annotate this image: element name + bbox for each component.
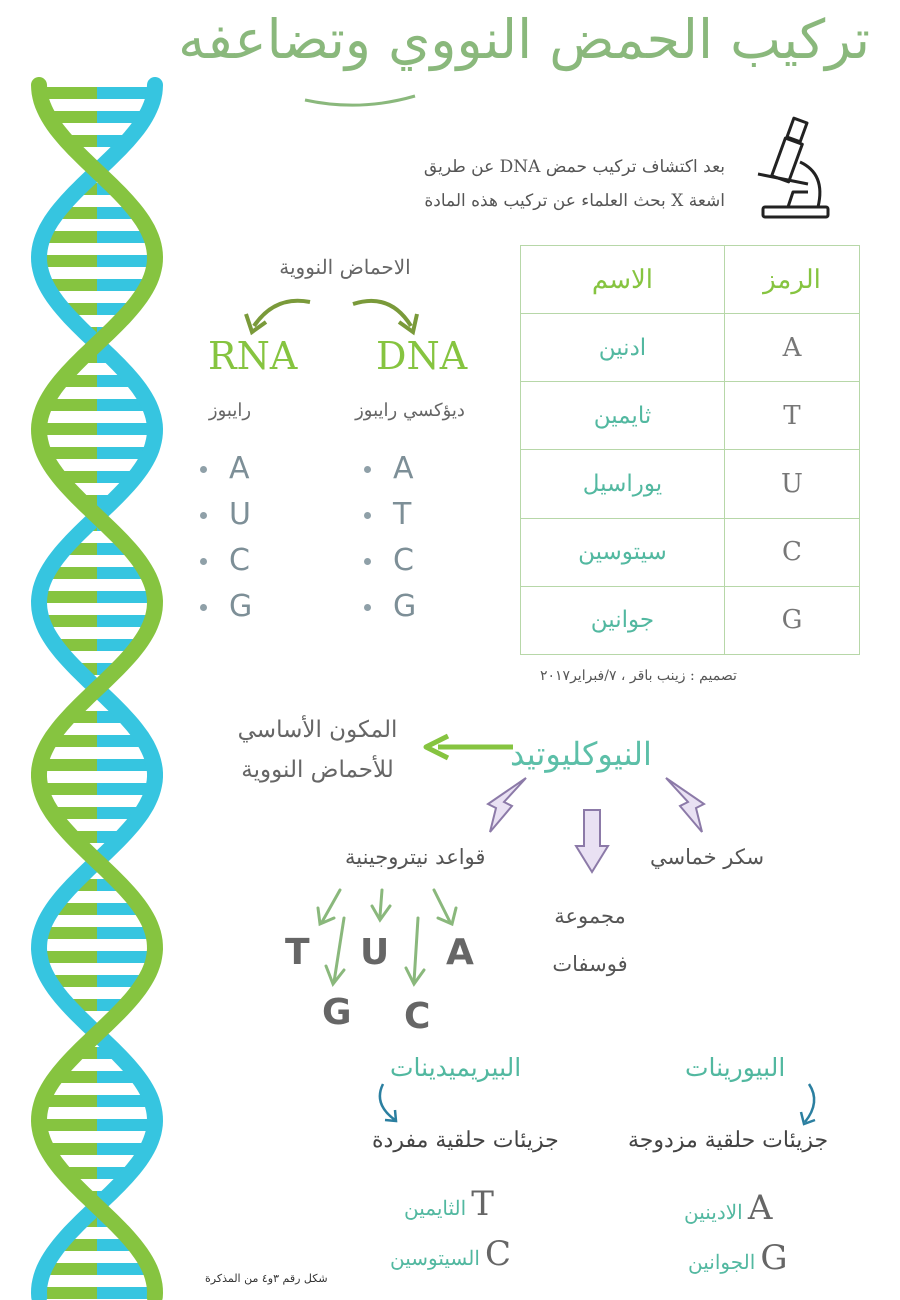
pyrimidine-item-name: الثايمين: [404, 1196, 467, 1220]
table-row: [521, 518, 860, 586]
rna-sugar: رايبوز: [208, 400, 252, 421]
dna-bases-list: [364, 446, 416, 630]
table-cell-symbol: U: [724, 450, 859, 518]
table-header-name: الاسم: [521, 246, 725, 314]
title-underline: [300, 90, 420, 110]
arrow-to-rna-icon: [240, 290, 320, 340]
phosphate-group-label: [545, 892, 635, 988]
page-title: تركيب الحمض النووي وتضاعفه: [178, 8, 870, 71]
list-item: C: [200, 538, 252, 584]
helix-rung: [45, 399, 149, 411]
bullet-icon: [364, 466, 371, 473]
purine-item-name: الادينين: [684, 1200, 743, 1224]
helix-rung: [53, 903, 142, 915]
intro-line-1: بعد اكتشاف تركيب حمض DNA عن طريق: [423, 157, 725, 177]
microscope-icon: [748, 112, 838, 232]
pentose-sugar-label: سكر خماسي: [650, 845, 765, 869]
pyrimidine-item-thymine: [404, 1184, 494, 1224]
helix-rung: [39, 1119, 155, 1131]
base-letter-c: C: [404, 996, 431, 1037]
list-item: A: [364, 446, 416, 492]
table-cell-symbol: T: [724, 382, 859, 450]
basic-component-line-2: للأحماض النووية: [241, 757, 394, 783]
helix-rung: [39, 591, 154, 603]
pyrimidines-curve-arrow-icon: [373, 1082, 407, 1128]
bullet-icon: [364, 558, 371, 565]
nucleic-acids-heading: الاحماض النووية: [279, 255, 411, 279]
dna-sugar: ديؤكسي رايبوز: [355, 400, 465, 421]
pyrimidine-item-letter: T: [471, 1184, 494, 1224]
base-letter-t: T: [285, 932, 310, 973]
bullet-icon: [200, 558, 207, 565]
basic-component-line-1: المكون الأساسي: [237, 717, 398, 743]
table-row: [521, 586, 860, 654]
figure-note: شكل رقم ٣و٤ من المذكرة: [205, 1272, 328, 1285]
helix-rung: [46, 279, 148, 291]
helix-rung: [40, 951, 154, 963]
bullet-icon: [200, 466, 207, 473]
basic-component-text: [215, 710, 420, 790]
design-credit: تصميم : زينب باقر ، ٧/فبراير٢٠١٧: [540, 668, 737, 684]
purines-title: البيورينات: [685, 1053, 786, 1082]
base-letter-a: A: [446, 932, 474, 973]
purine-item-letter: G: [760, 1238, 788, 1278]
pyrimidines-description: جزيئات حلقية مفردة: [372, 1128, 559, 1153]
helix-rung: [47, 1143, 147, 1155]
bullet-icon: [200, 604, 207, 611]
table-cell-name: ثايمين: [521, 382, 725, 450]
table-cell-name: يوراسيل: [521, 450, 725, 518]
arrow-to-bases-icon: [478, 772, 538, 842]
dna-label: DNA: [376, 334, 468, 378]
rna-bases-list: [200, 446, 252, 630]
rna-label: RNA: [208, 334, 298, 378]
phosphate-line-2: فوسفات: [552, 952, 628, 976]
table-row: [521, 450, 860, 518]
intro-line-2: اشعة X بحث العلماء عن تركيب هذه المادة: [424, 191, 725, 211]
helix-rung: [42, 1095, 151, 1107]
base-letter-g: G: [322, 992, 352, 1033]
helix-rung: [49, 111, 146, 123]
bases-table: [520, 245, 860, 655]
helix-rung: [49, 975, 144, 987]
table-header-row: [521, 246, 860, 314]
arrow-to-phosphate-icon: [572, 806, 612, 876]
table-cell-name: سيتوسين: [521, 518, 725, 586]
helix-rung: [39, 423, 155, 435]
bullet-icon: [364, 512, 371, 519]
helix-rung: [40, 87, 155, 99]
base-letter-u: U: [360, 932, 390, 973]
table-cell-name: جوانين: [521, 586, 725, 654]
purine-item-guanine: [688, 1238, 788, 1278]
table-cell-symbol: C: [724, 518, 859, 586]
table-cell-symbol: A: [724, 314, 859, 382]
arrow-to-sugar-icon: [656, 772, 716, 842]
list-item: C: [364, 538, 416, 584]
list-item: G: [364, 584, 416, 630]
pyrimidine-item-name: السيتوسين: [390, 1246, 480, 1270]
helix-rung: [50, 735, 144, 747]
helix-rung: [42, 615, 151, 627]
helix-rung: [40, 759, 154, 771]
pyrimidine-item-letter: C: [485, 1234, 512, 1274]
table-cell-name: ادنين: [521, 314, 725, 382]
table-header-symbol: الرمز: [724, 246, 859, 314]
helix-rung: [44, 447, 150, 459]
helix-rung: [52, 807, 141, 819]
table-row: [521, 314, 860, 382]
intro-text: [305, 150, 725, 218]
helix-rung: [44, 1263, 150, 1275]
helix-rung: [39, 1287, 155, 1299]
bullet-icon: [364, 604, 371, 611]
table-row: [521, 382, 860, 450]
list-item: T: [364, 492, 416, 538]
arrow-to-dna-icon: [345, 290, 425, 340]
nitrogen-bases-label: قواعد نيتروجينية: [345, 845, 486, 869]
pyrimidine-item-cytosine: [390, 1234, 511, 1274]
list-item: G: [200, 584, 252, 630]
purines-curve-arrow-icon: [795, 1082, 825, 1128]
bullet-icon: [200, 512, 207, 519]
purines-description: جزيئات حلقية مزدوجة: [628, 1128, 829, 1153]
helix-rung: [47, 567, 147, 579]
list-item: A: [200, 446, 252, 492]
helix-rung: [39, 255, 155, 267]
list-item: U: [200, 492, 252, 538]
purine-item-name: الجوانين: [688, 1250, 756, 1274]
helix-rung: [43, 231, 151, 243]
purine-item-letter: A: [747, 1188, 773, 1228]
arrow-left-icon: [418, 732, 518, 762]
dna-helix-illustration: [0, 0, 200, 1300]
purine-item-adenine: [684, 1188, 772, 1228]
helix-rung: [41, 927, 153, 939]
nucleotide-title: النيوكليوتيد: [510, 735, 652, 773]
pyrimidines-title: البيريميدينات: [390, 1053, 522, 1082]
phosphate-line-1: مجموعة: [554, 904, 626, 928]
helix-rung: [41, 783, 153, 795]
table-cell-symbol: G: [724, 586, 859, 654]
